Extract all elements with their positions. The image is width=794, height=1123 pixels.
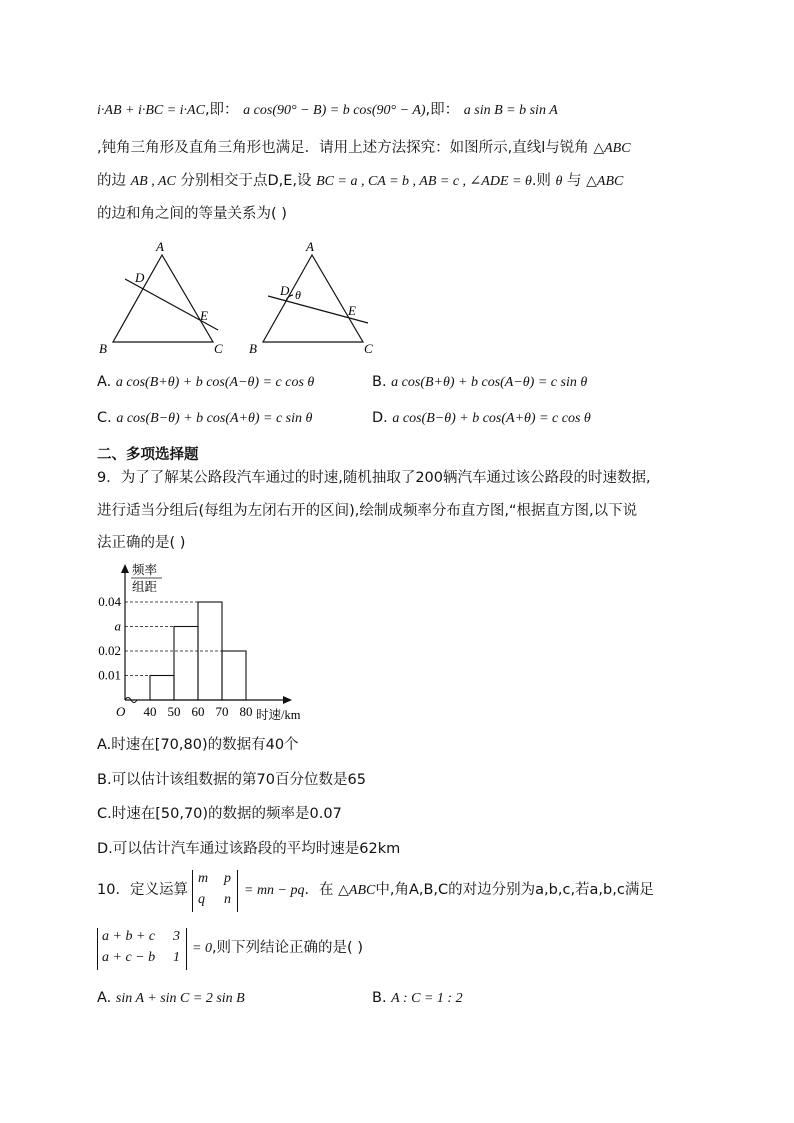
fig1-label-e: E <box>200 308 208 323</box>
prev-option-b: B. a cos(B+θ) + b cos(A−θ) = c sin θ <box>372 374 588 390</box>
q9-line-3: 法正确的是( ) <box>97 535 186 551</box>
fig2-label-a: A <box>306 239 314 254</box>
origin-label: O <box>116 704 126 719</box>
triangle-figures <box>90 235 390 360</box>
x-tick-label: 50 <box>167 704 181 719</box>
q9-line-2: 进行适当分组后(每组为左闭右开的区间),绘制成频率分布直方图,“根据直方图,以下说 <box>97 503 638 519</box>
prev-option-c: C. a cos(B−θ) + b cos(A+θ) = c sin θ <box>97 410 313 426</box>
section-title: 二、多项选择题 <box>97 447 199 463</box>
y-tick-label: a <box>114 618 121 634</box>
condition-determinant: a + b + c 3 a + c − b 1 <box>97 928 187 970</box>
q9-option-c: C.时速在[50,70)的数据的频率是0.07 <box>97 806 342 822</box>
sin-equation: a sin B = b sin A <box>463 103 558 118</box>
x-tick-label: 70 <box>215 704 229 719</box>
prev-line-3: 的边 AB , AC 分别相交于点D,E,设 BC = a , CA = b , AB = c , ∠ADE = θ.则 θ 与 △ABC <box>97 173 624 189</box>
fig1-label-a: A <box>156 239 164 254</box>
triangle-figure-1 <box>113 255 218 342</box>
q10-line-1-rest: = mn − pq．在 △ABC中,角A,B,C的对边分别为a,b,c,若a,b,c满足 <box>244 882 654 898</box>
q10-line-1-lead: 10．定义运算 <box>97 882 188 898</box>
y-tick-label: 0.01 <box>98 667 121 683</box>
fig2-label-e: E <box>348 303 356 318</box>
fig2-label-c: C <box>364 341 373 356</box>
cos-equation: a cos(90° − B) = b cos(90° − A) <box>243 103 426 118</box>
x-tick-label: 60 <box>191 704 205 719</box>
q9-option-b: B.可以估计该组数据的第70百分位数是65 <box>97 772 366 788</box>
vector-equation: i·AB + i·BC = i·AC <box>97 103 205 118</box>
q9-line-1: 9．为了了解某公路段汽车通过的时速,随机抽取了200辆汽车通过该公路段的时速数据, <box>97 470 651 486</box>
x-axis-arrow <box>283 696 292 704</box>
x-axis-label: 时速/km <box>256 708 301 722</box>
y-tick-label: 0.02 <box>98 643 121 658</box>
fig1-label-b: B <box>99 341 107 356</box>
y-label-top: 频率 <box>132 563 158 577</box>
frequency-histogram <box>90 560 330 725</box>
triangle-figure-2 <box>263 255 368 342</box>
q10-option-a: A. sin A + sin C = 2 sin B <box>97 990 245 1006</box>
prev-line-4: 的边和角之间的等量关系为( ) <box>97 206 287 222</box>
histogram-bar <box>222 651 246 700</box>
y-axis-arrow <box>121 564 129 573</box>
x-tick-label: 80 <box>239 704 253 719</box>
q9-option-d: D.可以估计汽车通过该路段的平均时速是62km <box>97 841 401 857</box>
bars <box>150 602 246 700</box>
q10-line-2: = 0,则下列结论正确的是( ) <box>192 940 363 956</box>
histogram-bar <box>150 676 174 701</box>
prev-line-1: i·AB + i·BC = i·AC,即： a cos(90° − B) = b cos(90° − A),即： a sin B = b sin A <box>97 102 558 118</box>
y-label-bottom: 组距 <box>132 580 158 594</box>
q10-option-b: B. A : C = 1 : 2 <box>372 990 463 1006</box>
fig2-label-d: D <box>280 283 290 298</box>
fig2-label-b: B <box>249 341 257 356</box>
histogram-bar <box>174 627 198 701</box>
y-tick-labels <box>98 594 121 683</box>
y-tick-label: 0.04 <box>98 594 121 609</box>
fig1-label-c: C <box>214 341 223 356</box>
prev-line-2: ,钝角三角形及直角三角形也满足．请用上述方法探究：如图所示,直线l与锐角 △ABC <box>97 140 631 156</box>
prev-option-d: D. a cos(B−θ) + b cos(A+θ) = c cos θ <box>372 410 591 426</box>
x-tick-label: 40 <box>143 704 157 719</box>
prev-option-a: A. a cos(B+θ) + b cos(A−θ) = c cos θ <box>97 374 315 390</box>
x-tick-labels <box>144 704 253 719</box>
fig1-label-d: D <box>135 270 145 285</box>
determinant-definition: m p q n <box>192 870 238 912</box>
fig2-label-theta: θ <box>295 288 301 302</box>
q9-option-a: A.时速在[70,80)的数据有40个 <box>97 737 299 753</box>
